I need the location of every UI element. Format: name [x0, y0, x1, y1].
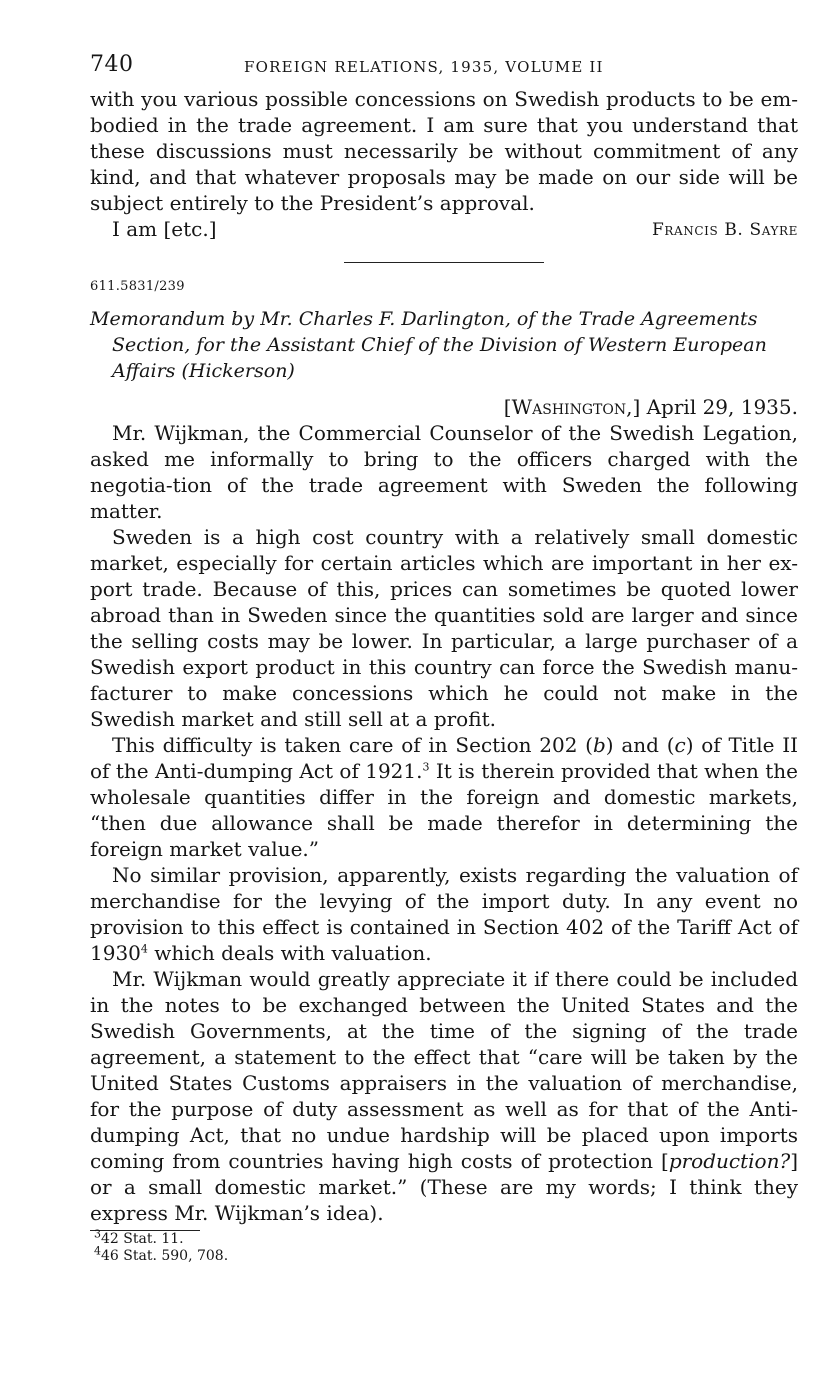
footnote-4: [90, 1244, 798, 1265]
p5-text-c: ] or a small domestic market.” (These are my words; I think they express Mr. Wijkman’s idea).: [90, 1149, 798, 1225]
footnote-ref-3: 3: [422, 760, 430, 774]
signature: Francis B. Sayre: [652, 220, 798, 240]
footnote-mark: 3: [94, 1227, 101, 1241]
footnote-text: 42 Stat. 11.: [101, 1231, 184, 1247]
p4-text-b: which deals with valuation.: [147, 941, 432, 965]
p5-editorial-insert: production?: [668, 1149, 791, 1173]
paragraph-3: [90, 732, 798, 862]
paragraph-1: Mr. Wijkman, the Commercial Counselor of the Swedish Legation, asked me informally to bring to the officers charged with the negotia-tion of the trade agreement with Sweden the following matter.: [90, 421, 798, 523]
running-title: FOREIGN RELATIONS, 1935, VOLUME II: [244, 58, 604, 76]
footnote-text: 46 Stat. 590, 708.: [101, 1248, 229, 1264]
footnote-3: [90, 1227, 798, 1248]
paragraph-2: Sweden is a high cost country with a relatively small domestic market, especially for certain articles which are important in her ex-port trade. Because of this, prices can sometimes be quoted lower abroad than in Sweden since the quantities sold are larger and since the selling costs may be lower. In particular, a large purchaser of a Swedish export product in this country can force the Swedish manu-facturer to make concessions which he could not make in the Swedish market and still sell at a profit.: [90, 525, 798, 731]
complimentary-close: I am [etc.]: [112, 217, 217, 241]
p3-text-a: This difficulty is taken care of in Section 202 (: [112, 733, 593, 757]
dateline: [90, 394, 798, 420]
paragraph-4: [90, 862, 798, 966]
dateline-date: April 29, 1935.: [646, 395, 798, 419]
paragraph-5: [90, 966, 798, 1226]
page-number: 740: [90, 52, 134, 77]
letter-closing: [90, 216, 798, 244]
document-page: [90, 50, 798, 1265]
p3-text-e: ) of Title II of the Anti-dumping Act of 1921.: [90, 733, 798, 783]
page-header: [90, 50, 798, 86]
footnote-ref-4: 4: [140, 942, 148, 956]
dateline-place: [Washington,]: [503, 395, 641, 419]
p3-text-f: It is therein provided that when the wholesale quantities differ in the foreign and domestic markets, “then due allowance shall be made therefor in determining the foreign market value.”: [90, 759, 798, 861]
document-id: 611.5831/239: [90, 279, 185, 294]
p5-text-a: Mr. Wijkman would greatly appreciate it if there could be included in the notes to be exchanged between the United States and the Swedish Governments, at the time of the signing of the trade agreement, a statement to the effect that “care will be taken by the United States Customs appraisers in the valuation of merchandise, for the purpose of duty assessment as well as for that of the Anti-dumping Act, that no undue hardship will be placed upon imports coming from countries having high costs of protection [: [90, 967, 798, 1173]
footnote-mark: 4: [94, 1244, 101, 1258]
p3-subsection-c: c: [674, 733, 686, 757]
p4-text-a: No similar provision, apparently, exists regarding the valuation of merchandise for the levying of the import duty. In any event no provision to this effect is contained in Section 402 of the Tariff Act of 1930: [90, 863, 798, 965]
p3-subsection-b: b: [592, 733, 606, 757]
memo-title: Memorandum by Mr. Charles F. Darlington, of the Trade Agreements Section, for the Assistant Chief of the Division of Western European Affairs (Hickerson): [90, 308, 767, 382]
p3-text-c: ) and (: [605, 733, 675, 757]
intro-paragraph: with you various possible concessions on Swedish products to be em-bodied in the trade agreement. I am sure that you understand that these discussions must necessarily be without commitment of any kind, and that whatever proposals may be made on our side will be subject entirely to the President’s approval.: [90, 87, 798, 215]
section-divider: [344, 262, 544, 263]
